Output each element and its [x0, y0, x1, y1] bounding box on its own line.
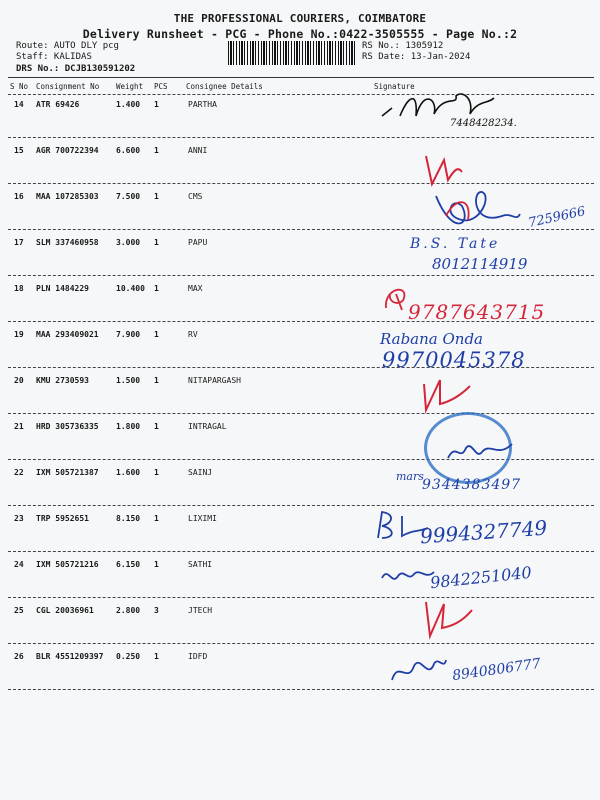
row-consignee: SAINJ: [188, 468, 213, 477]
row-consignment: TRP 5952651: [36, 514, 89, 523]
row-consignee: INTRAGAL: [188, 422, 227, 431]
row-pcs: 1: [154, 100, 159, 109]
col-consignee: Consignee Details: [186, 82, 263, 91]
row-consignee: NITAPARGASH: [188, 376, 241, 385]
staff-label: Staff: KALIDAS: [16, 52, 92, 62]
table-row: [0, 284, 600, 298]
phone-19: 9970045378: [382, 348, 526, 372]
phone-16: 7259666: [527, 204, 587, 231]
signature-21: [446, 438, 516, 468]
header-rule-bottom: [8, 94, 594, 95]
rs-date: RS Date: 13-Jan-2024: [362, 52, 471, 62]
row-sno: 14: [14, 100, 24, 109]
barcode: [228, 41, 356, 65]
row-divider: [8, 137, 594, 138]
drs-number: DRS No.: DCJB130591202: [16, 64, 136, 74]
col-consignment: Consignment No: [36, 82, 100, 91]
row-sno: 18: [14, 284, 24, 293]
row-consignee: RV: [188, 330, 198, 339]
runsheet-subtitle: Delivery Runsheet - PCG - Phone No.:0422-3505555 - Page No.:2: [82, 27, 518, 41]
row-weight: 3.000: [116, 238, 141, 247]
row-consignment: PLN 1484229: [36, 284, 89, 293]
row-consignment: BLR 4551209397: [36, 652, 104, 661]
row-pcs: 1: [154, 146, 159, 155]
row-weight: 2.800: [116, 606, 141, 615]
row-sno: 16: [14, 192, 24, 201]
table-row: [0, 376, 600, 390]
row-pcs: 1: [154, 192, 159, 201]
row-consignee: CMS: [188, 192, 203, 201]
row-pcs: 3: [154, 606, 159, 615]
row-pcs: 1: [154, 376, 159, 385]
route-label: Route: AUTO DLY pcg: [16, 41, 119, 51]
row-divider: [8, 643, 594, 644]
row-sno: 19: [14, 330, 24, 339]
row-pcs: 1: [154, 330, 159, 339]
row-consignee: ANNI: [188, 146, 208, 155]
signature-25: [418, 596, 478, 640]
row-divider: [8, 689, 594, 690]
phone-18: 9787643715: [408, 300, 546, 324]
phone-14: 7448428234.: [450, 118, 517, 129]
company-title: THE PROFESSIONAL COURIERS, COIMBATORE: [173, 12, 427, 25]
row-consignment: MAA 293409021: [36, 330, 99, 339]
row-pcs: 1: [154, 284, 159, 293]
row-consignee: PAPU: [188, 238, 208, 247]
row-consignment: IXM 505721216: [36, 560, 99, 569]
col-weight: Weight: [116, 82, 144, 91]
row-pcs: 1: [154, 468, 159, 477]
row-consignment: AGR 700722394: [36, 146, 99, 155]
signer-17: B.S. Tate: [410, 236, 501, 252]
row-weight: 1.400: [116, 100, 141, 109]
col-signature: Signature: [374, 82, 415, 91]
signer-19: Rabana Onda: [380, 330, 484, 348]
row-consignment: MAA 107285303: [36, 192, 99, 201]
row-consignee: MAX: [188, 284, 203, 293]
row-consignee: PARTHA: [188, 100, 217, 109]
row-consignment: SLM 337460958: [36, 238, 99, 247]
row-weight: 1.600: [116, 468, 141, 477]
signature-15: [418, 150, 468, 190]
row-sno: 23: [14, 514, 24, 523]
header-rule-top: [8, 77, 594, 78]
row-weight: 1.500: [116, 376, 141, 385]
col-pcs: PCS: [154, 82, 168, 91]
row-sno: 21: [14, 422, 24, 431]
row-pcs: 1: [154, 422, 159, 431]
signer-22: mars: [396, 470, 424, 483]
phone-23: 9994327749: [419, 515, 548, 549]
row-consignee: IDFD: [188, 652, 208, 661]
row-pcs: 1: [154, 514, 159, 523]
table-row: [0, 146, 600, 160]
row-consignment: IXM 505721387: [36, 468, 99, 477]
signature-26: [388, 650, 448, 690]
row-sno: 24: [14, 560, 24, 569]
table-row: [0, 330, 600, 344]
row-consignment: ATR 69426: [36, 100, 80, 109]
row-divider: [8, 275, 594, 276]
row-divider: [8, 505, 594, 506]
col-sno: S No: [10, 82, 29, 91]
rs-number: RS No.: 1305912: [362, 41, 444, 51]
row-weight: 7.900: [116, 330, 141, 339]
phone-17: 8012114919: [432, 255, 528, 273]
table-row: [0, 100, 600, 114]
row-weight: 1.800: [116, 422, 141, 431]
table-row: [0, 238, 600, 252]
row-sno: 25: [14, 606, 24, 615]
row-divider: [8, 183, 594, 184]
row-consignment: HRD 305736335: [36, 422, 99, 431]
row-sno: 22: [14, 468, 24, 477]
row-sno: 15: [14, 146, 24, 155]
row-consignment: CGL 20036961: [36, 606, 94, 615]
table-row: [0, 606, 600, 620]
phone-22: 9344383497: [422, 477, 522, 493]
row-sno: 17: [14, 238, 24, 247]
row-weight: 0.250: [116, 652, 141, 661]
row-pcs: 1: [154, 560, 159, 569]
row-weight: 7.500: [116, 192, 141, 201]
signature-16: [432, 186, 522, 236]
row-consignee: LIXIMI: [188, 514, 217, 523]
row-consignee: JTECH: [188, 606, 213, 615]
row-pcs: 1: [154, 238, 159, 247]
row-pcs: 1: [154, 652, 159, 661]
row-consignment: KMU 2730593: [36, 376, 89, 385]
row-divider: [8, 413, 594, 414]
row-weight: 6.600: [116, 146, 141, 155]
phone-26: 8940806777: [451, 655, 542, 685]
row-divider: [8, 551, 594, 552]
table-row: [0, 422, 600, 436]
phone-24: 9842251040: [429, 562, 533, 593]
row-weight: 10.400: [116, 284, 145, 293]
row-consignee: SATHI: [188, 560, 213, 569]
row-divider: [8, 597, 594, 598]
row-weight: 8.150: [116, 514, 141, 523]
signature-20: [418, 374, 478, 414]
row-sno: 20: [14, 376, 24, 385]
row-weight: 6.150: [116, 560, 141, 569]
row-sno: 26: [14, 652, 24, 661]
